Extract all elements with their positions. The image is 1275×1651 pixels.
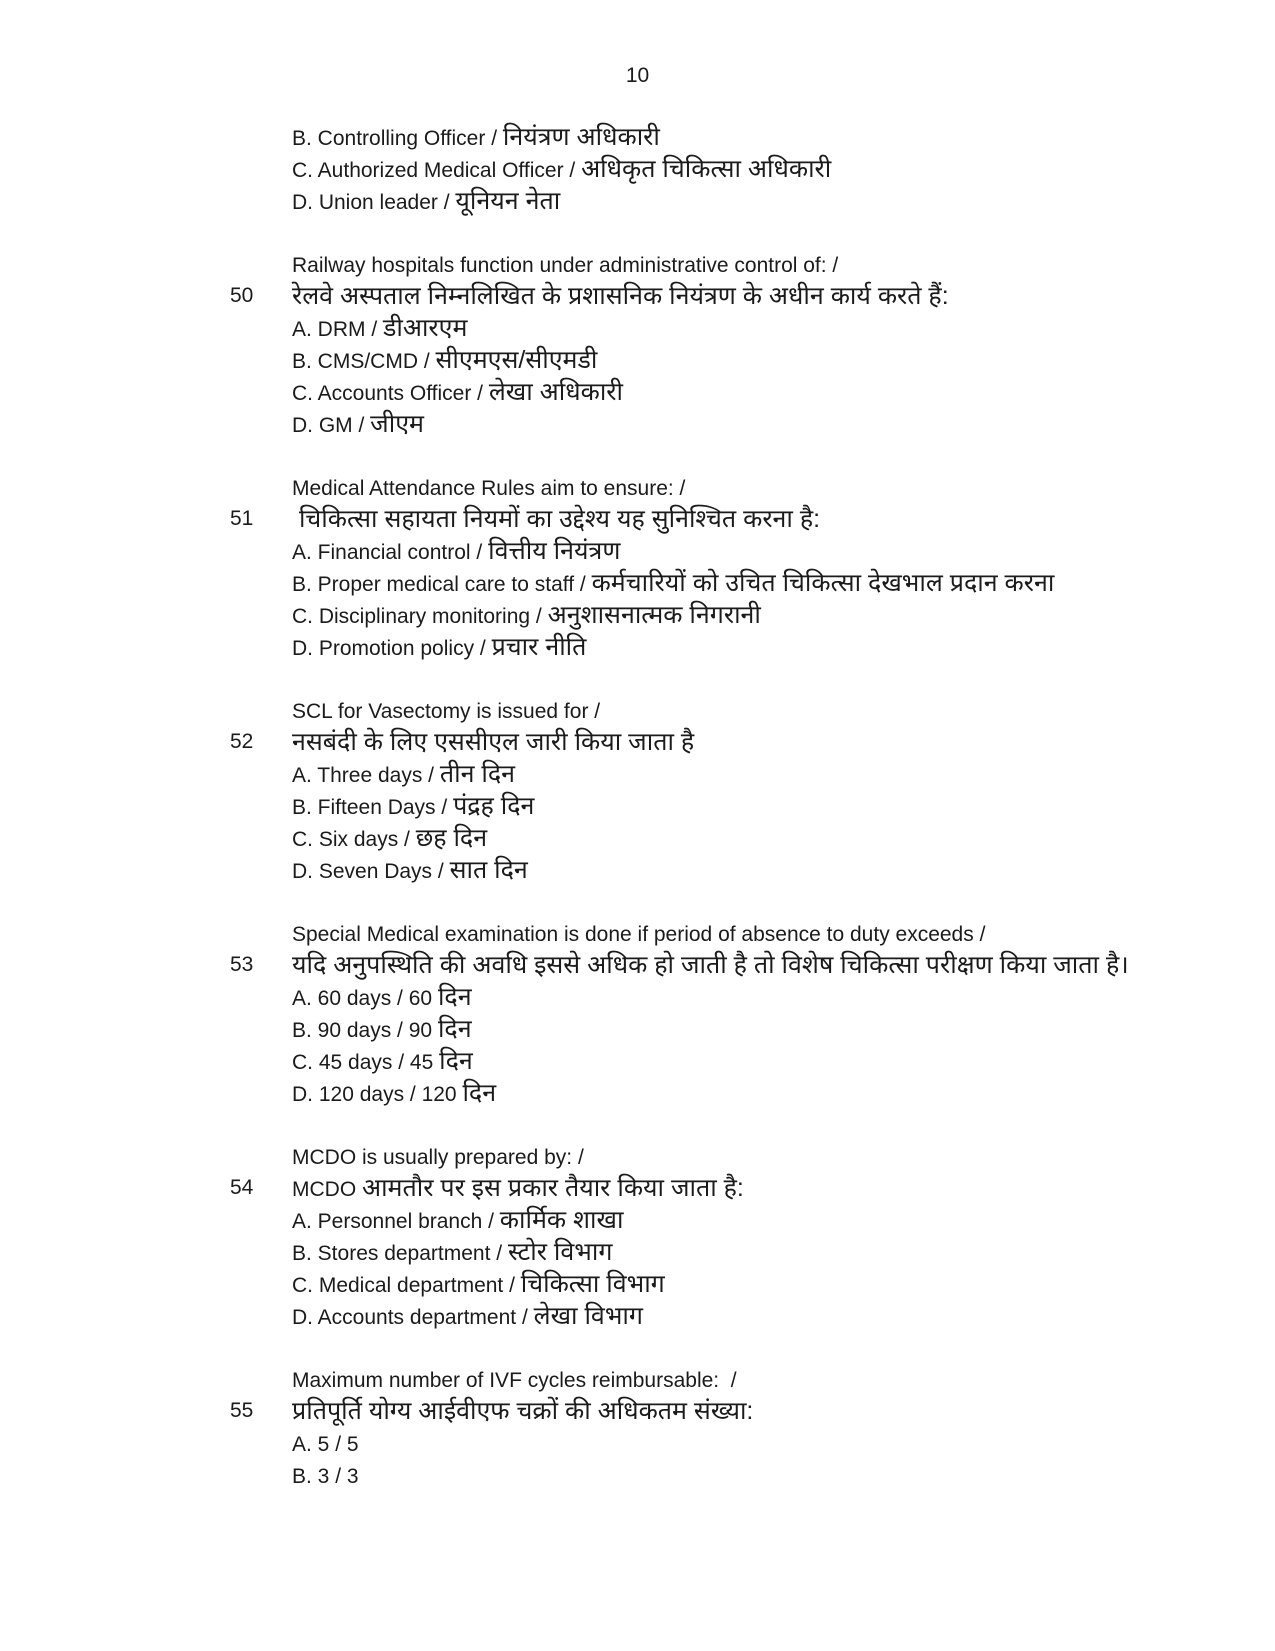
line-text-english: D. Accounts department / xyxy=(292,1306,534,1329)
line-text-english: A. 60 days / 60 xyxy=(292,987,438,1010)
question-body xyxy=(292,472,1245,664)
question-block xyxy=(230,1364,1245,1492)
line-text-english: B. Fifteen Days / xyxy=(292,796,454,819)
line-text-hindi: रेलवे अस्पताल निम्नलिखित के प्रशासनिक नियंत्रण के अधीन कार्य करते हैं: xyxy=(292,282,949,310)
question-body xyxy=(292,1364,1245,1492)
option-line xyxy=(292,536,1245,568)
line-text-english: C. 45 days / 45 xyxy=(292,1051,440,1074)
option-line xyxy=(292,1014,1245,1046)
option-line xyxy=(292,1428,1245,1460)
question-body xyxy=(292,1141,1245,1333)
line-text-hindi: दिन xyxy=(439,1047,473,1075)
line-text-english: C. Medical department / xyxy=(292,1274,521,1297)
question-stem-hindi xyxy=(292,281,1245,313)
question-list xyxy=(230,122,1275,1492)
line-text-hindi: प्रतिपूर्ति योग्य आईवीएफ चक्रों की अधिकतम संख्या: xyxy=(292,1397,754,1425)
line-text-english: A. Financial control / xyxy=(292,541,489,564)
option-line xyxy=(292,823,1245,855)
option-line xyxy=(292,345,1245,377)
line-text-english: D. GM / xyxy=(292,414,371,437)
line-text-english: A. DRM / xyxy=(292,318,384,341)
line-text-hindi: दिन xyxy=(462,1079,497,1107)
question-body xyxy=(292,249,1245,441)
line-text-hindi: तीन दिन xyxy=(439,760,516,788)
question-number: 50 xyxy=(230,284,254,307)
line-text-hindi: यदि अनुपस्थिति की अवधि इससे अधिक हो जाती है तो विशेष चिकित्सा परीक्षण किया जाता है। xyxy=(292,951,1129,979)
option-line xyxy=(292,313,1245,345)
question-number: 54 xyxy=(230,1176,254,1199)
option-line xyxy=(292,759,1245,791)
option-line xyxy=(292,1269,1245,1301)
line-text-hindi: जीएम xyxy=(370,410,424,438)
option-line xyxy=(292,1460,1245,1492)
line-text-english: C. Accounts Officer / xyxy=(292,382,489,405)
line-text-hindi: दिन xyxy=(437,1015,472,1043)
line-text-english: B. Stores department / xyxy=(292,1242,508,1265)
question-block xyxy=(230,918,1245,1110)
question-number: 51 xyxy=(230,507,254,530)
line-text-hindi: कार्मिक शाखा xyxy=(499,1206,624,1234)
question-stem-english xyxy=(292,918,1245,950)
option-line xyxy=(292,568,1245,600)
line-text-english: B. CMS/CMD / xyxy=(292,350,436,373)
line-text-english: MCDO is usually prepared by: / xyxy=(292,1146,584,1169)
line-text-hindi: आमतौर पर इस प्रकार तैयार किया जाता है: xyxy=(362,1174,744,1202)
line-text-english: SCL for Vasectomy is issued for / xyxy=(292,700,601,723)
option-line xyxy=(292,632,1245,664)
line-text-hindi: पंद्रह दिन xyxy=(453,792,535,820)
line-text-hindi: लेखा अधिकारी xyxy=(488,378,624,406)
option-line xyxy=(292,982,1245,1014)
line-text-english: A. Three days / xyxy=(292,764,440,787)
question-block xyxy=(230,695,1245,887)
question-block xyxy=(230,472,1245,664)
question-stem-hindi xyxy=(292,1396,1245,1428)
line-text-english: Maximum number of IVF cycles reimbursable: / xyxy=(292,1369,737,1392)
line-text-hindi: यूनियन नेता xyxy=(455,187,561,215)
line-text-english: Special Medical examination is done if period of absence to duty exceeds / xyxy=(292,923,986,946)
question-number xyxy=(230,122,292,218)
question-stem-hindi xyxy=(292,504,1245,536)
line-text-english: B. 3 / 3 xyxy=(292,1465,359,1488)
question-body xyxy=(292,695,1245,887)
question-stem-english xyxy=(292,472,1245,504)
option-line xyxy=(292,1237,1245,1269)
option-line xyxy=(292,1046,1245,1078)
line-text-hindi: सात दिन xyxy=(449,856,528,884)
line-text-hindi: कर्मचारियों को उचित चिकित्सा देखभाल प्रदान करना xyxy=(591,569,1055,597)
option-line xyxy=(292,1301,1245,1333)
line-text-english: B. Controlling Officer / xyxy=(292,127,503,150)
question-body xyxy=(292,918,1245,1110)
line-text-hindi: छह दिन xyxy=(415,824,488,852)
option-line xyxy=(292,186,1245,218)
page-number: 10 xyxy=(625,64,650,87)
line-text-hindi: चिकित्सा विभाग xyxy=(520,1270,665,1298)
question-stem-hindi xyxy=(292,1173,1245,1205)
line-text-english: MCDO xyxy=(292,1178,362,1201)
option-line xyxy=(292,1078,1245,1110)
option-line xyxy=(292,791,1245,823)
option-line xyxy=(292,122,1245,154)
line-text-hindi: अधिकृत चिकित्सा अधिकारी xyxy=(581,155,832,183)
option-line xyxy=(292,1205,1245,1237)
line-text-english: D. Seven Days / xyxy=(292,860,450,883)
question-stem-hindi xyxy=(292,727,1245,759)
line-text-english: A. Personnel branch / xyxy=(292,1210,500,1233)
line-text-english: C. Authorized Medical Officer / xyxy=(292,159,582,182)
line-text-english: C. Six days / xyxy=(292,828,416,851)
line-text-hindi: अनुशासनात्मक निगरानी xyxy=(547,601,761,629)
line-text-hindi: स्टोर विभाग xyxy=(507,1238,613,1266)
question-body xyxy=(292,122,1245,218)
question-stem-english xyxy=(292,249,1245,281)
line-text-hindi: वित्तीय नियंत्रण xyxy=(488,537,621,565)
line-text-english: Medical Attendance Rules aim to ensure: / xyxy=(292,477,686,500)
question-number: 52 xyxy=(230,730,254,753)
line-text-hindi: सीएमएस/सीएमडी xyxy=(435,346,598,374)
question-block xyxy=(230,122,1245,218)
question-stem-english xyxy=(292,1364,1245,1396)
line-text-hindi: लेखा विभाग xyxy=(533,1302,643,1330)
question-number: 55 xyxy=(230,1399,254,1422)
question-stem-english xyxy=(292,1141,1245,1173)
line-text-hindi: नसबंदी के लिए एससीएल जारी किया जाता है xyxy=(292,728,695,756)
option-line xyxy=(292,600,1245,632)
option-line xyxy=(292,154,1245,186)
line-text-english: A. 5 / 5 xyxy=(292,1433,359,1456)
question-stem-hindi xyxy=(292,950,1245,982)
line-text-english: D. Union leader / xyxy=(292,191,456,214)
line-text-hindi: डीआरएम xyxy=(383,314,468,342)
question-block xyxy=(230,1141,1245,1333)
line-text-english: Railway hospitals function under administrative control of: / xyxy=(292,254,839,277)
line-text-hindi: दिन xyxy=(437,983,472,1011)
line-text-english: D. 120 days / 120 xyxy=(292,1083,463,1106)
question-stem-english xyxy=(292,695,1245,727)
option-line xyxy=(292,377,1245,409)
line-text-english: D. Promotion policy / xyxy=(292,637,492,660)
line-text-hindi: चिकित्सा सहायता नियमों का उद्देश्य यह सुनिश्चित करना है: xyxy=(292,505,821,533)
line-text-english: C. Disciplinary monitoring / xyxy=(292,605,548,628)
question-number: 53 xyxy=(230,953,254,976)
option-line xyxy=(292,409,1245,441)
line-text-hindi: प्रचार नीति xyxy=(491,633,587,661)
line-text-english: B. 90 days / 90 xyxy=(292,1019,438,1042)
option-line xyxy=(292,855,1245,887)
line-text-hindi: नियंत्रण अधिकारी xyxy=(502,123,660,151)
line-text-english: B. Proper medical care to staff / xyxy=(292,573,592,596)
question-block xyxy=(230,249,1245,441)
